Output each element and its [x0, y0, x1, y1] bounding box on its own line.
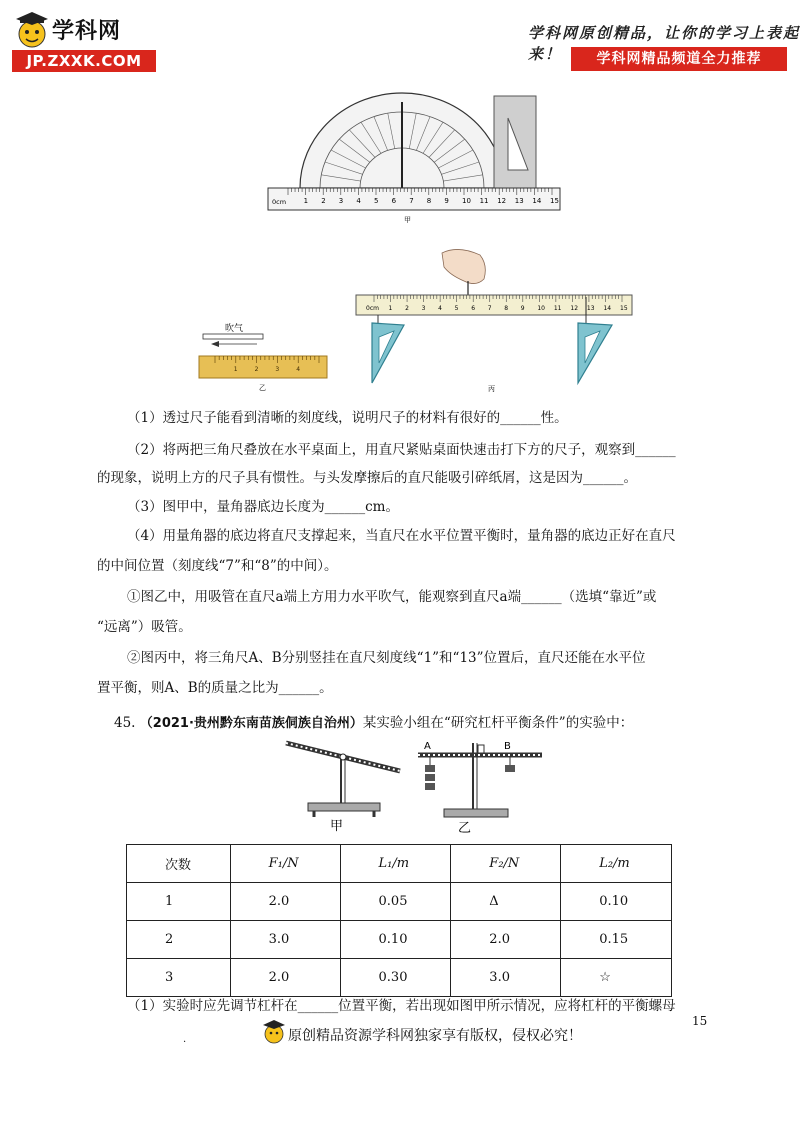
ruler-tick-label: 15	[620, 305, 628, 312]
table-cell: 2.0	[451, 921, 561, 959]
table-cell: 3.0	[230, 921, 340, 959]
cm-label-bing: 0cm	[366, 305, 379, 312]
table-cell: 2	[127, 921, 231, 959]
table-cell: Δ	[451, 883, 561, 921]
ruler-tick-label: 4	[356, 197, 361, 205]
data-table	[126, 844, 672, 997]
table-header: F₂/N	[451, 845, 561, 883]
table-cell: ☆	[561, 959, 672, 997]
question-part-6b: 置平衡，则A、B的质量之比为______。	[97, 680, 333, 696]
ruler-tick-label: 13	[586, 305, 595, 312]
ruler-tick-label: 6	[471, 305, 476, 312]
ruler-tick-label: 15	[550, 197, 559, 205]
ruler-tick-label: 4	[296, 366, 301, 373]
table-cell: 2.0	[230, 959, 340, 997]
table-cell: 0.10	[340, 921, 451, 959]
question-part-5b: “远离”）吸管。	[97, 619, 192, 635]
table-header: 次数	[127, 845, 231, 883]
blow-label: 吹气	[225, 324, 244, 334]
table-header: F₁/N	[230, 845, 340, 883]
table-row	[127, 959, 672, 997]
lever-jia-label: 甲	[330, 819, 344, 834]
ruler-tick-label: 13	[514, 197, 524, 205]
question-part-3: （3）图甲中，量角器底边长度为______cm。	[127, 499, 399, 515]
question-part-2b: 的现象，说明上方的尺子具有惯性。与头发摩擦后的直尺能吸引碎纸屑，这是因为______。	[97, 470, 637, 486]
question-45-part-1: （1）实验时应先调节杠杆在______位置平衡，若出现如图甲所示情况，应将杠杆的平衡螺母	[127, 998, 676, 1014]
ruler-tick-label: 3	[338, 197, 344, 205]
page-number: 15	[692, 1014, 708, 1028]
figure-yi	[195, 322, 335, 397]
ruler-tick-label: 5	[374, 197, 379, 205]
figure-yi-label: 乙	[259, 384, 266, 392]
ruler-tick-label: 14	[532, 197, 542, 205]
ruler-tick-label: 12	[497, 197, 507, 205]
ruler-tick-label: 8	[426, 197, 432, 205]
figure-jia	[260, 92, 570, 227]
table-cell: 2.0	[230, 883, 340, 921]
footer-dot: .	[183, 1034, 187, 1045]
ruler-tick-label: 1	[303, 197, 309, 205]
ruler-tick-label: 7	[409, 197, 414, 205]
table-cell: 0.30	[340, 959, 451, 997]
ruler-tick-label: 4	[438, 305, 442, 312]
table-cell: 3	[127, 959, 231, 997]
ruler-tick-label: 11	[553, 305, 562, 312]
ruler-tick-label: 3	[421, 305, 426, 312]
question-text: 某实验小组在“研究杠杆平衡条件”的实验中：	[362, 715, 634, 731]
question-number: 45.	[114, 715, 136, 731]
table-cell: 0.05	[340, 883, 451, 921]
ruler-tick-label: 2	[405, 305, 409, 312]
brand-name: 学科网	[52, 19, 122, 44]
slogan: 学科网原创精品，让你的学习上表起来！	[528, 24, 800, 63]
cm-label: 0cm	[272, 198, 287, 206]
question-part-5a: ①图乙中，用吸管在直尺a端上方用力水平吹气，能观察到直尺a端______（选填“靠近”或	[127, 589, 657, 605]
ruler-tick-label: 2	[254, 366, 259, 373]
ruler-tick-label: 10	[537, 305, 545, 312]
question-source: （2021·贵州黔东南苗族侗族自治州）	[139, 716, 363, 731]
ruler-tick-label: 2	[321, 197, 326, 205]
figure-jia-label: 甲	[404, 216, 411, 224]
table-cell: 0.10	[561, 883, 672, 921]
figure-bing-label: 丙	[488, 385, 495, 393]
ruler-tick-label: 7	[487, 305, 492, 312]
table-header-row	[127, 845, 672, 883]
mascot-icon	[14, 12, 54, 52]
ruler-tick-label: 1	[388, 305, 393, 312]
lever-yi-label: 乙	[458, 821, 472, 835]
site-url[interactable]: JP.ZXXK.COM	[12, 50, 156, 72]
question-part-4a: （4）用量角器的底边将直尺支撑起来，当直尺在水平位置平衡时，量角器的底边正好在直尺	[127, 528, 676, 544]
lever-b-label: B	[504, 741, 511, 752]
table-cell: 1	[127, 883, 231, 921]
table-header: L₂/m	[561, 845, 672, 883]
ruler-tick-label: 3	[275, 366, 280, 373]
question-part-4b: 的中间位置（刻度线“7”和“8”的中间）。	[97, 558, 338, 574]
question-part-6a: ②图丙中，将三角尺A、B分别竖挂在直尺刻度线“1”和“13”位置后，直尺还能在水平位	[127, 650, 646, 666]
question-part-1: （1）透过尺子能看到清晰的刻度线，说明尺子的材料有很好的______性。	[127, 410, 568, 426]
ruler-tick-label: 9	[444, 197, 449, 205]
table-row	[127, 883, 672, 921]
table-header: L₁/m	[340, 845, 451, 883]
figure-lever	[278, 735, 548, 835]
ruler-tick-label: 6	[391, 197, 397, 205]
ruler-tick-label: 10	[462, 197, 471, 205]
table-cell: 3.0	[451, 959, 561, 997]
footer-mascot-icon	[262, 1018, 286, 1046]
copyright-notice: 原创精品资源学科网独家享有版权，侵权必究！	[288, 1028, 582, 1044]
table-cell: 0.15	[561, 921, 672, 959]
table-row	[127, 921, 672, 959]
question-part-2a: （2）将两把三角尺叠放在水平桌面上，用直尺紧贴桌面快速击打下方的尺子，观察到______	[127, 442, 676, 458]
ruler-tick-label: 14	[603, 305, 612, 312]
ruler-tick-label: 1	[233, 366, 238, 373]
ruler-tick-label: 5	[454, 305, 459, 312]
question-45	[114, 713, 633, 734]
lever-a-label: A	[424, 741, 431, 752]
ruler-tick-label: 9	[520, 305, 525, 312]
ruler-tick-label: 8	[504, 305, 509, 312]
ruler-tick-label: 12	[570, 305, 579, 312]
ruler-tick-label: 11	[479, 197, 489, 205]
figure-bing	[350, 245, 640, 395]
recommend-banner: 学科网精品频道全力推荐	[571, 47, 787, 71]
